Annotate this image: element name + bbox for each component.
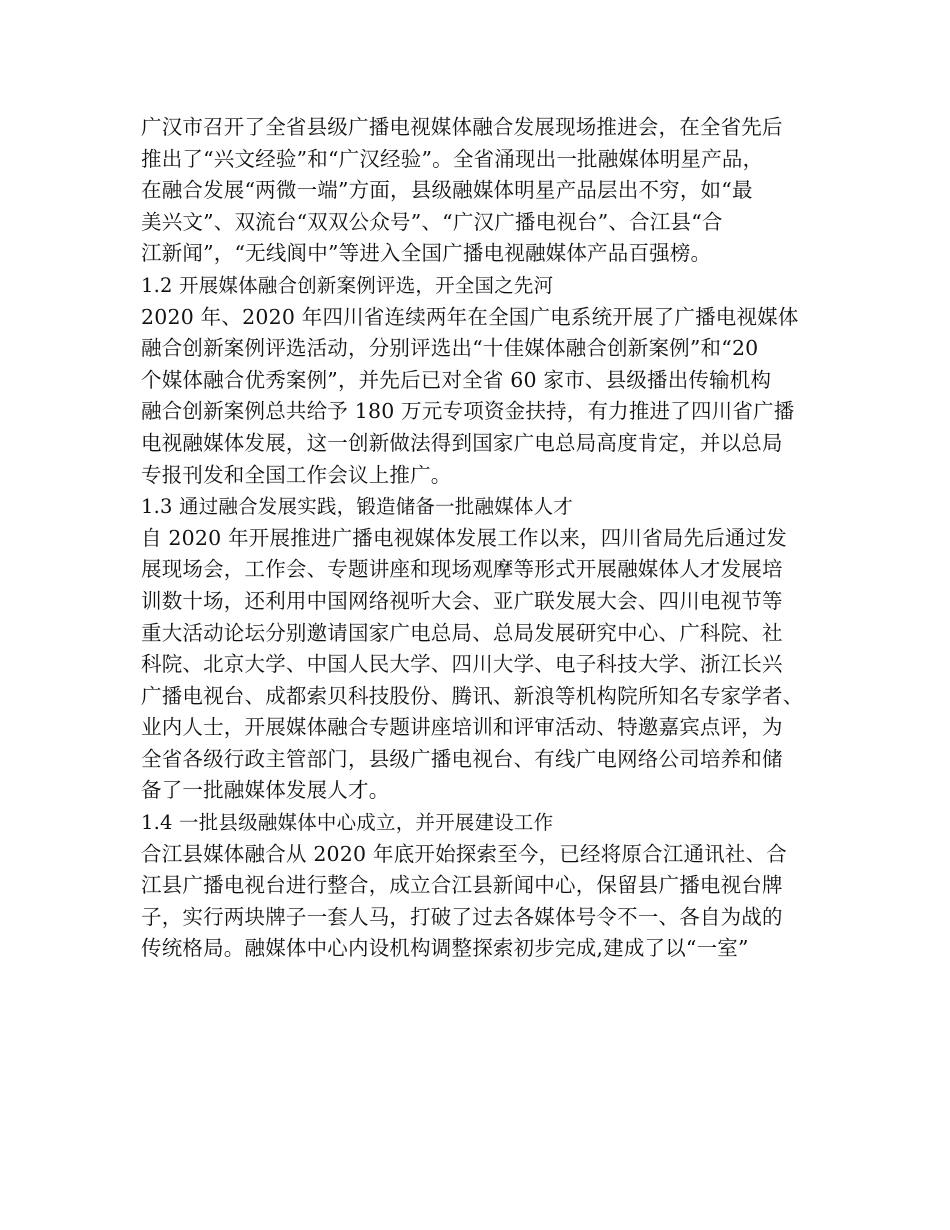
- paragraph-line: 在融合发展“两微一端”方面，县级融媒体明星产品层出不穷，如“最: [141, 178, 753, 203]
- paragraph-line: 重大活动论坛分别邀请国家广电总局、总局发展研究中心、广科院、社: [141, 620, 783, 645]
- paragraph-line: 广汉市召开了全省县级广播电视媒体融合发展现场推进会，在全省先后: [141, 115, 783, 139]
- paragraph-line: 备了一批融媒体发展人才。: [141, 778, 390, 803]
- section-heading: 1.3 通过融合发展实践，锻造储备一批融媒体人才: [141, 495, 574, 519]
- paragraph-line: 合江县媒体融合从 2020 年底开始探索至今，已经将原合江通讯社、合: [141, 841, 788, 866]
- section-heading: 1.2 开展媒体融合创新案例评选，开全国之先河: [141, 273, 554, 297]
- paragraph-line: 江新闻”，“无线阆中”等进入全国广播电视融媒体产品百强榜。: [141, 241, 712, 266]
- paragraph-line: 融合创新案例总共给予 180 万元专项资金扶持，有力推进了四川省广播: [141, 399, 795, 424]
- paragraph-line: 专报刊发和全国工作会议上推广。: [141, 462, 452, 487]
- paragraph-line: 融合创新案例评选活动，分别评选出“十佳媒体融合创新案例”和“20: [141, 336, 759, 361]
- paragraph-line: 江县广播电视台进行整合，成立合江县新闻中心，保留县广播电视台牌: [141, 873, 783, 898]
- paragraph-line: 电视融媒体发展，这一创新做法得到国家广电总局高度肯定，并以总局: [141, 430, 783, 455]
- paragraph-line: 全省各级行政主管部门，县级广播电视台、有线广电网络公司培养和储: [141, 746, 783, 771]
- paragraph-line: 自 2020 年开展推进广播电视媒体发展工作以来，四川省局先后通过发: [141, 525, 788, 550]
- paragraph-line: 子，实行两块牌子一套人马，打破了过去各媒体号令不一、各自为战的: [141, 904, 783, 929]
- paragraph-line: 业内人士，开展媒体融合专题讲座培训和评审活动、特邀嘉宾点评，为: [141, 715, 783, 740]
- document-body: [141, 112, 821, 965]
- paragraph-line: 科院、北京大学、中国人民大学、四川大学、电子科技大学、浙江长兴: [141, 652, 783, 677]
- paragraph-line: 传统格局。融媒体中心内设机构调整探索初步完成,建成了以“一室”: [141, 936, 749, 961]
- paragraph-line: 广播电视台、成都索贝科技股份、腾讯、新浪等机构院所知名专家学者、: [141, 683, 804, 708]
- paragraph-line: 训数十场，还利用中国网络视听大会、亚广联发展大会、四川电视节等: [141, 588, 783, 613]
- paragraph-line: 展现场会，工作会、专题讲座和现场观摩等形式开展融媒体人才发展培: [141, 557, 783, 582]
- section-heading: 1.4 一批县级融媒体中心成立，并开展建设工作: [141, 811, 554, 835]
- paragraph-line: 2020 年、2020 年四川省连续两年在全国广电系统开展了广播电视媒体: [141, 304, 799, 329]
- paragraph-line: 推出了“兴文经验”和“广汉经验”。全省涌现出一批融媒体明星产品，: [141, 146, 764, 171]
- paragraph-line: 个媒体融合优秀案例”，并先后已对全省 60 家市、县级播出传输机构: [141, 367, 772, 392]
- paragraph-line: 美兴文”、双流台“双双公众号”、“广汉广播电视台”、合江县“合: [141, 209, 723, 234]
